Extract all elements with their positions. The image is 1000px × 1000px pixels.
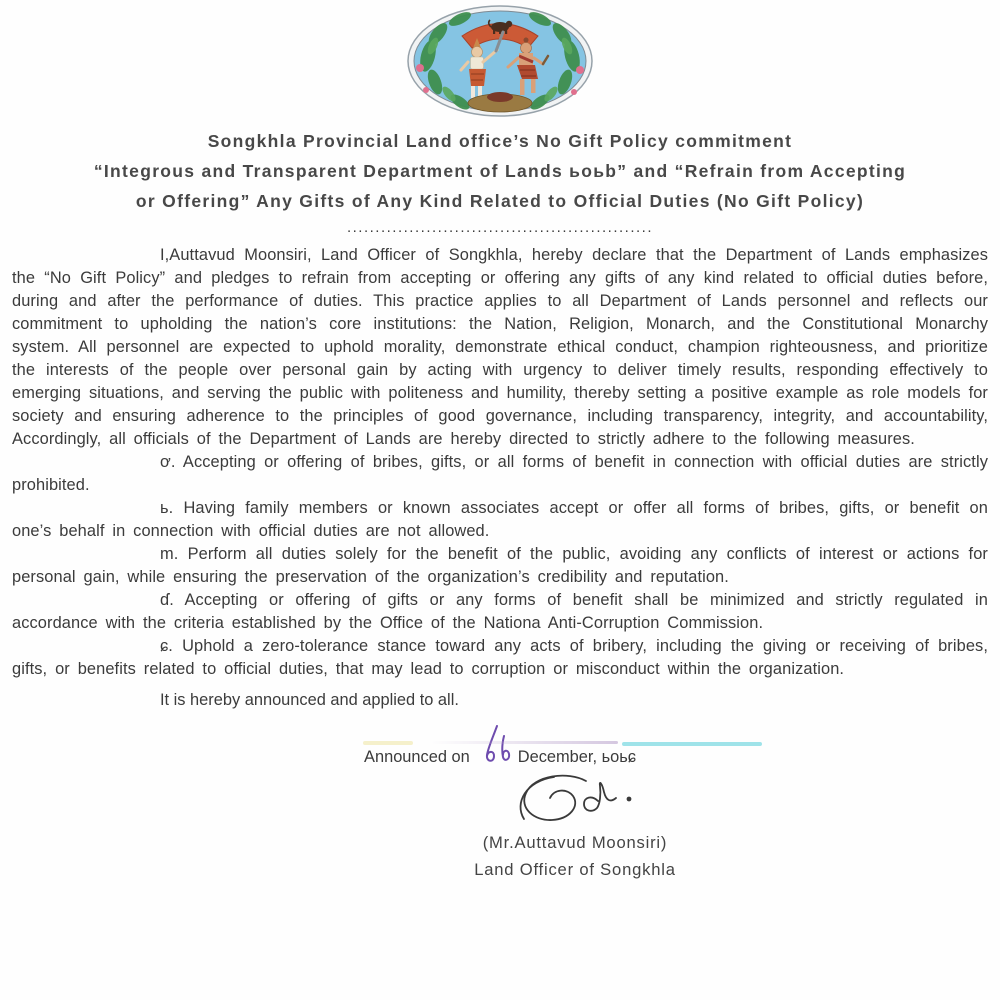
dotted-separator: ...................................................... [346,219,654,236]
signer-title: Land Officer of Songkhla [474,860,676,879]
body-paragraph: I,Auttavud Moonsiri, Land Officer of Songkhla, hereby declare that the Department of Lands emphasizes the “No Gift Policy” and pledges to refrain from accepting or offering any gifts of any kind related to official duties before, during and after the performance of duties. This practice applies to all Department of Lands personnel and reflects our commitment to upholding the nation’s core institutions: the Nation, Religion, Monarch, and the Constitutional Monarchy system. All personnel are expected to uphold morality, demonstrate ethical conduct, champion righteousness, and prioritize the interests of the people over personal gain by acting with urgency to deliver timely results, responding effectively to emerging situations, and serving the public with politeness and humility, thereby setting a positive example as role models for society and ensuring adherence to the principles of good governance, including transparency, integrity, and accountability, Accordingly, all officials of the Department of Lands are hereby directed to strictly adhere to the following measures. [12,246,988,448]
closing-statement: It is hereby announced and applied to all. [160,691,459,709]
header-line-1: Songkhla Provincial Land office’s No Gift Policy commitment [207,131,793,151]
body-paragraph: ɗ. Accepting or offering of gifts or any forms of benefit shall be minimized and strictly regulated in accordance with the criteria established by the Office of the Nationa Anti-Corruption Commission. [12,591,988,632]
announcement-date-line [0,720,1000,769]
body-paragraph: ɕ. Uphold a zero-tolerance stance toward any acts of bribery, including the giving or receiving of bribes, gifts, or benefits related to official duties, that may lead to corruption or misconduct within the organization. [12,637,988,678]
emblem-container [0,0,1000,118]
announce-prefix: Announced on [364,748,470,766]
body-paragraph: ь. Having family members or known associates accept or offer all forms of bribes, gifts, or benefit on one’s behalf in connection with official duties are not allowed. [12,499,988,540]
header-line-3: or Offering” Any Gifts of Any Kind Related to Official Duties (No Gift Policy) [135,191,865,211]
department-of-lands-seal-icon [405,4,595,118]
signature-block [75,773,1000,883]
handwritten-day-icon [477,724,511,766]
signer-name: (Mr.Auttavud Moonsiri) [482,833,668,852]
document-body [12,244,988,681]
body-paragraph: m. Perform all duties solely for the benefit of the public, avoiding any conflicts of interest or actions for personal gain, while ensuring the preservation of the organization’s credibility and reputation. [12,545,988,586]
body-paragraph: ơ. Accepting or offering of bribes, gifts, or all forms of benefit in connection with official duties are strictly prohibited. [12,453,988,494]
signature-icon [510,773,640,829]
document-header [0,126,1000,238]
announce-suffix: December, ьoьɕ [517,748,636,766]
handwritten-day-ink [477,724,511,773]
header-line-2: “Integrous and Transparent Department of Lands ьoьb” and “Refrain from Accepting [93,161,907,181]
